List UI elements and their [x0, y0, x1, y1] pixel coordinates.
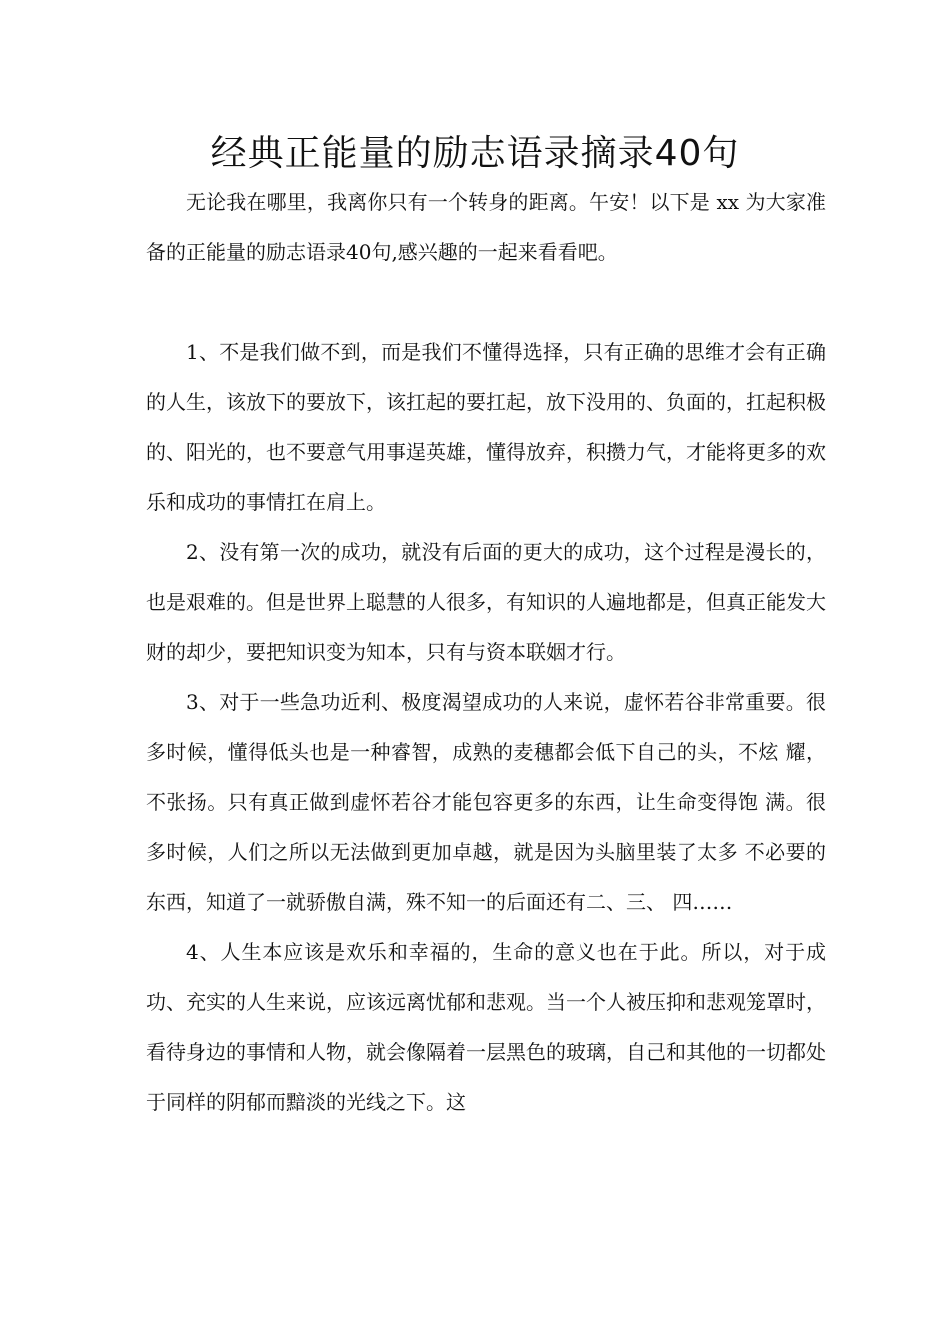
- quote-paragraph-1: 1、不是我们做不到，而是我们不懂得选择，只有正确的思维才会有正确的人生，该放下的要放下，该扛起的要扛起，放下没用的、负面的，扛起积极的、阳光的，也不要意气用事逞英雄，懂得放弃，积攒力气，才能将更多的欢乐和成功的事情扛在肩上。: [146, 340, 826, 514]
- quote-paragraph-3: 3、对于一些急功近利、极度渴望成功的人来说，虚怀若谷非常重要。很多时候，懂得低头也是一种睿智，成熟的麦穗都会低下自己的头，不炫 耀，不张扬。只有真正做到虚怀若谷才能包容更多的东西，让生命变得饱 满。很多时候，人们之所以无法做到更加卓越，就是因为头脑里装了太多 不必要的东西，知道了一就骄傲自满，殊不知一的后面还有二、三、 四……: [146, 690, 826, 914]
- quotes-section: [146, 327, 826, 1127]
- intro-paragraph: 无论我在哪里，我离你只有一个转身的距离。午安！以下是 xx 为大家准备的正能量的励志语录40句,感兴趣的一起来看看吧。: [146, 190, 826, 264]
- intro-section: [146, 177, 826, 277]
- quote-paragraph-2: 2、没有第一次的成功，就没有后面的更大的成功，这个过程是漫长的，也是艰难的。但是世界上聪慧的人很多，有知识的人遍地都是，但真正能发大财的却少，要把知识变为知本，只有与资本联姻才行。: [146, 540, 826, 664]
- quote-paragraph-4: 4、人生本应该是欢乐和幸福的，生命的意义也在于此。所以，对于成功、充实的人生来说，应该远离忧郁和悲观。当一个人被压抑和悲观笼罩时，看待身边的事情和人物，就会像隔着一层黑色的玻璃，自己和其他的一切都处于同样的阴郁而黯淡的光线之下。这: [146, 940, 826, 1114]
- document-title: 经典正能量的励志语录摘录40句: [210, 133, 740, 174]
